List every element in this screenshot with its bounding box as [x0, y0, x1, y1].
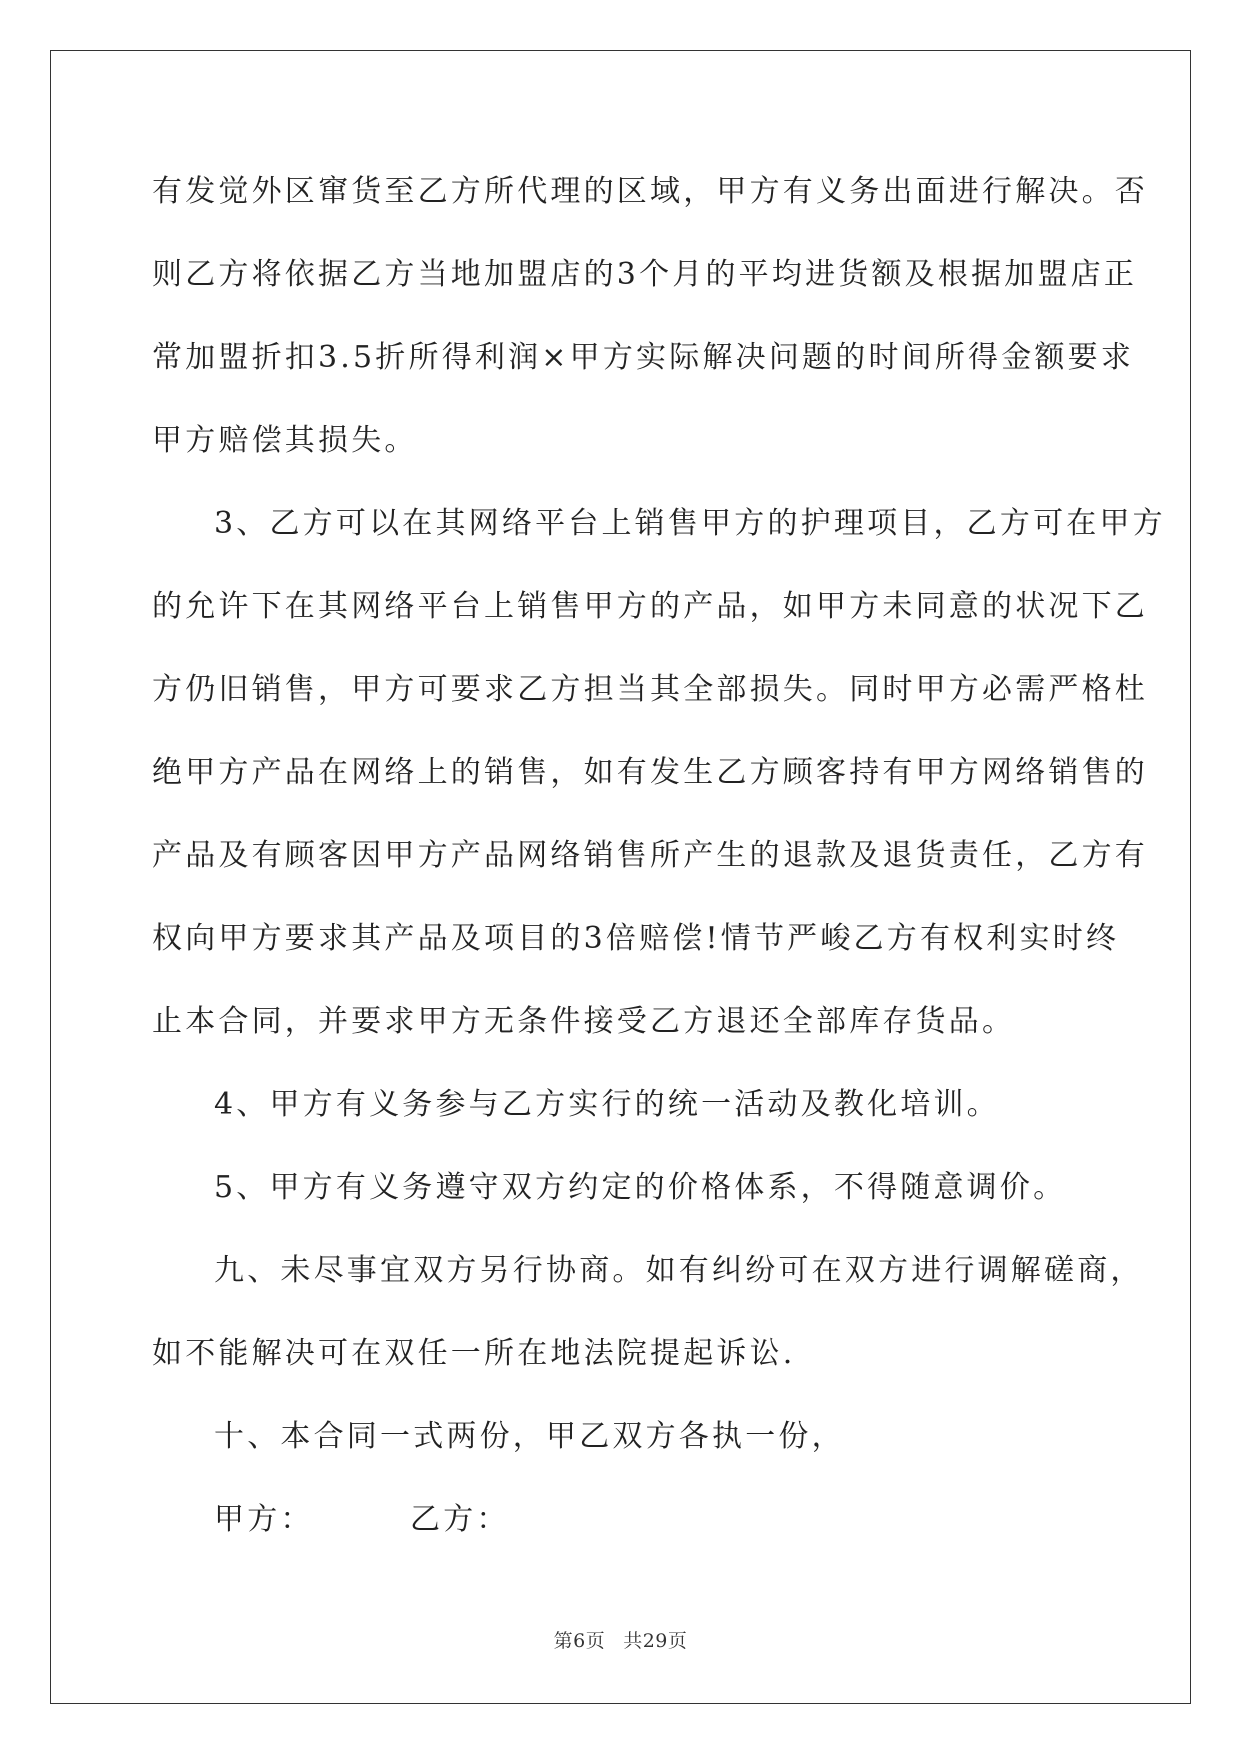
paragraph-line: 九、未尽事宜双方另行协商。如有纠纷可在双方进行调解磋商，: [214, 1253, 1144, 1288]
paragraph-line: 3、乙方可以在其网络平台上销售甲方的护理项目，乙方可在甲方: [214, 506, 1166, 541]
paragraph-line: 有发觉外区窜货至乙方所代理的区域，甲方有义务出面进行解决。否: [152, 174, 1148, 209]
signature-line: [152, 1478, 1089, 1561]
paragraph-line: 的允许下在其网络平台上销售甲方的产品，如甲方未同意的状况下乙: [152, 589, 1148, 624]
paragraph-line: 产品及有顾客因甲方产品网络销售所产生的退款及退货责任，乙方有: [152, 838, 1148, 873]
paragraph-line: 止本合同，并要求甲方无条件接受乙方退还全部库存货品。: [152, 1004, 1016, 1039]
paragraph-line: 绝甲方产品在网络上的销售，如有发生乙方顾客持有甲方网络销售的: [152, 755, 1148, 790]
party-b-signature-label: 乙方：: [410, 1502, 510, 1537]
paragraph-line: 十、本合同一式两份，甲乙双方各执一份，: [214, 1419, 845, 1454]
paragraph-line: 则乙方将依据乙方当地加盟店的3个月的平均进货额及根据加盟店正: [152, 257, 1138, 292]
paragraph-line: 5、甲方有义务遵守双方约定的价格体系，不得随意调价。: [214, 1170, 1067, 1205]
paragraph-line: 甲方赔偿其损失。: [152, 423, 418, 458]
paragraph-line: 4、甲方有义务参与乙方实行的统一活动及教化培训。: [214, 1087, 1000, 1122]
page-footer: [0, 1626, 1241, 1653]
paragraph-line: 如不能解决可在双任一所在地法院提起诉讼.: [152, 1336, 796, 1371]
paragraph-line: 方仍旧销售，甲方可要求乙方担当其全部损失。同时甲方必需严格杜: [152, 672, 1148, 707]
document-body: [152, 150, 1166, 1561]
paragraph-line: 常加盟折扣3.5折所得利润×甲方实际解决问题的时间所得金额要求: [152, 340, 1135, 375]
paragraph-line: 权向甲方要求其产品及项目的3倍赔偿!情节严峻乙方有权利实时终: [152, 921, 1120, 956]
party-a-signature-label: 甲方：: [214, 1502, 314, 1537]
page-total: 共29页: [623, 1630, 688, 1652]
page-number: 第6页: [553, 1630, 606, 1652]
